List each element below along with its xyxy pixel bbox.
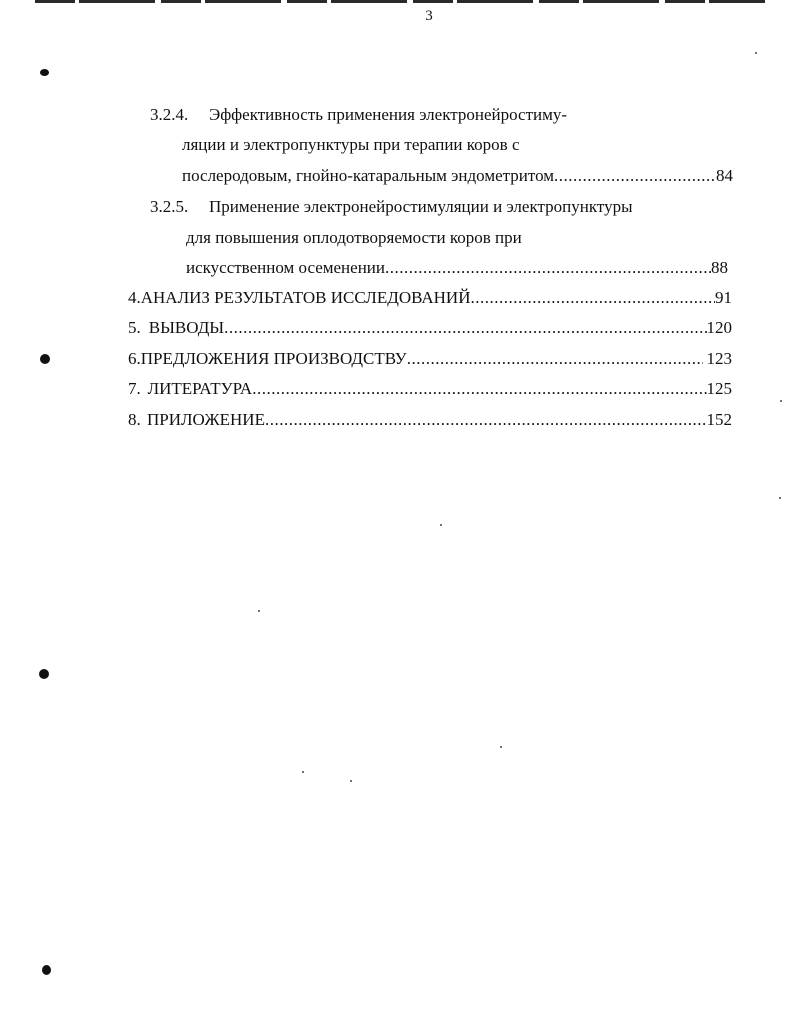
toc-page: 123 (706, 349, 732, 368)
dot-leader (407, 349, 703, 369)
toc-number: 4. (128, 288, 141, 307)
toc-entry-5 (128, 318, 732, 338)
punch-mark (40, 354, 50, 364)
scan-speck (302, 771, 304, 773)
scan-speck (350, 780, 352, 782)
toc-title: АНАЛИЗ РЕЗУЛЬТАТОВ ИССЛЕДОВАНИЙ (140, 288, 471, 307)
toc-entry-3-2-4-line-1 (150, 105, 750, 125)
toc-page: 120 (706, 318, 732, 337)
toc-title: ПРЕДЛОЖЕНИЯ ПРОИЗВОДСТВУ (140, 349, 407, 368)
toc-page: 152 (706, 410, 732, 429)
scan-speck (755, 52, 757, 54)
toc-number: 7. (128, 379, 141, 398)
toc-entry-7 (128, 379, 732, 399)
toc-entry-3-2-5-line-2 (186, 228, 746, 248)
dot-leader (554, 166, 716, 186)
dot-leader (385, 258, 711, 278)
toc-entry-6 (128, 349, 732, 369)
page-number: 3 (425, 8, 433, 24)
toc-title-line: Применение электронейростимуляции и электропунктуры (209, 197, 633, 216)
scan-speck (500, 746, 502, 748)
toc-number: 3.2.5. (150, 197, 189, 216)
toc-entry-3-2-4-line-3 (182, 166, 733, 186)
punch-mark (42, 965, 51, 975)
punch-mark (39, 669, 49, 679)
dot-leader (252, 379, 706, 399)
toc-title-line: Эффективность применения электронейростиму- (209, 105, 568, 124)
toc-entry-3-2-5-line-3 (186, 258, 728, 278)
dot-leader (470, 288, 715, 308)
toc-title: ВЫВОДЫ (148, 318, 225, 337)
toc-number: 5. (128, 318, 141, 337)
toc-entry-8 (128, 410, 732, 430)
toc-entry-3-2-4-line-2 (182, 135, 742, 155)
toc-number: 6. (128, 349, 141, 368)
toc-page: 125 (706, 379, 732, 398)
toc-title-line: искусственном осеменении (186, 258, 385, 277)
top-edge-rule (35, 0, 765, 3)
toc-number: 3.2.4. (150, 105, 189, 124)
toc-page: 84 (716, 166, 733, 185)
toc-page: 91 (715, 288, 732, 307)
toc-entry-3-2-5-line-1 (150, 197, 750, 217)
scan-speck (779, 497, 781, 499)
scan-speck (258, 610, 260, 612)
dot-leader (224, 318, 706, 338)
toc-title-line: ляции и электропунктуры при терапии коров с (182, 135, 520, 154)
scan-speck (440, 524, 442, 526)
toc-title: ПРИЛОЖЕНИЕ (147, 410, 265, 429)
toc-page: 88 (711, 258, 728, 277)
toc-entry-4 (128, 288, 732, 308)
toc-title-line: для повышения оплодотворяемости коров при (186, 228, 522, 247)
toc-title: ЛИТЕРАТУРА (147, 379, 253, 398)
toc-number: 8. (128, 410, 141, 429)
toc-title-line: послеродовым, гнойно-катаральным эндометритом (182, 166, 555, 185)
dot-leader (265, 410, 707, 430)
punch-mark (40, 69, 49, 76)
scan-speck (780, 400, 782, 402)
